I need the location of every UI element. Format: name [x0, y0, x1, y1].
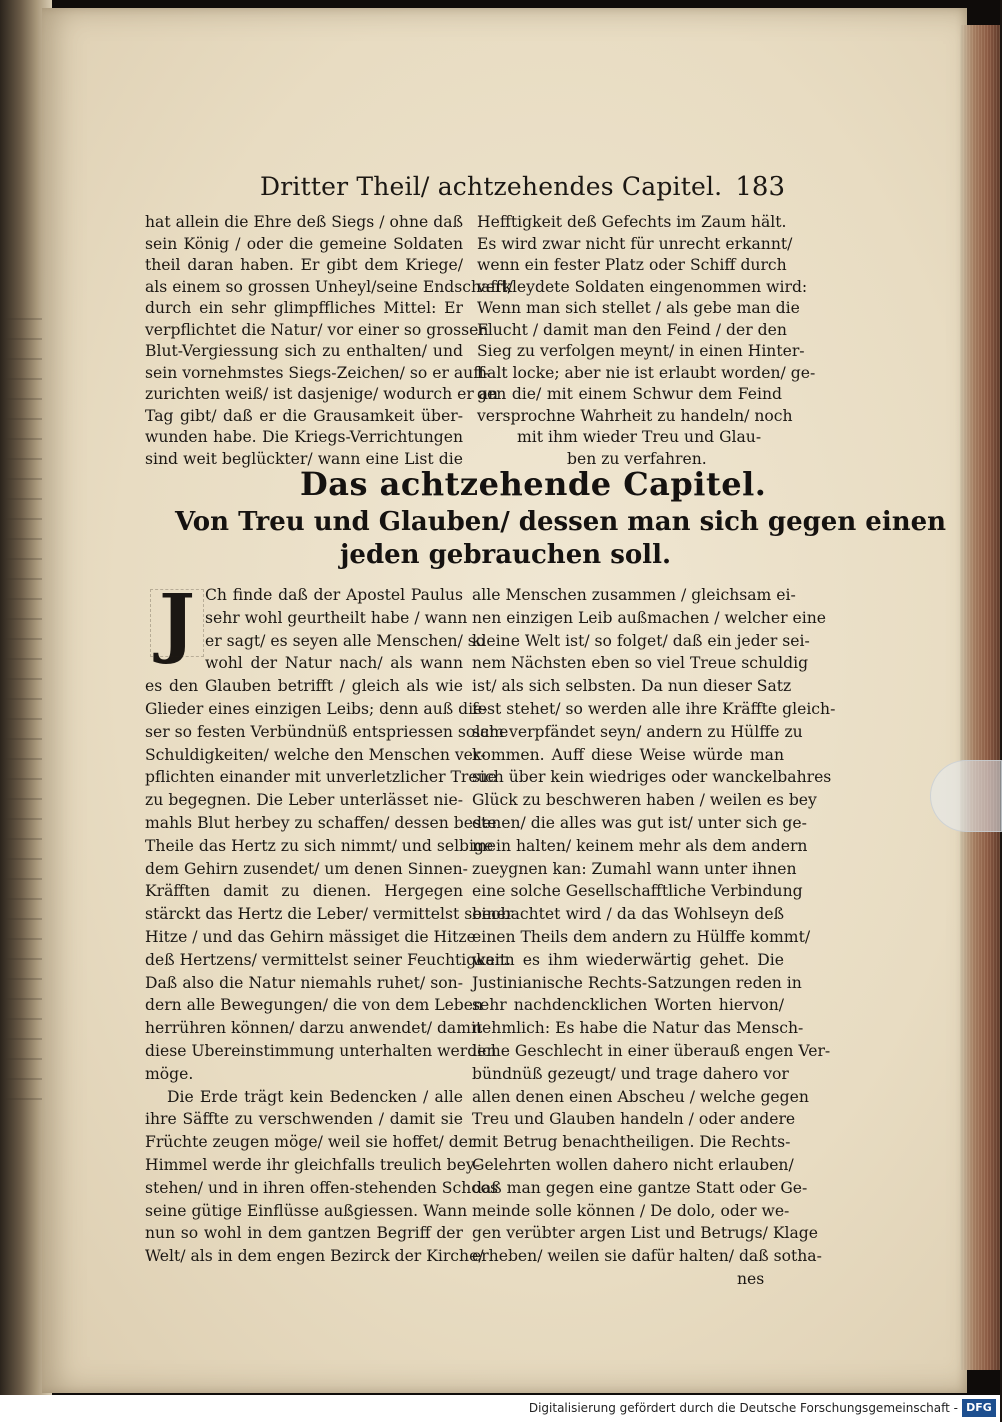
text-line: Tag gibt/ daß er die Grausamkeit über-: [145, 406, 463, 425]
text-line: liche Geschlecht in einer überauß engen Ver-: [472, 1042, 831, 1060]
text-line: verpflichtet die Natur/ vor einer so grossen: [145, 320, 489, 339]
text-line: es den Glauben betrifft / gleich als wie: [145, 677, 463, 696]
text-line: sich über kein wiedriges oder wanckelbahres: [472, 768, 832, 787]
text-line: Die Erde trägt kein Bedencken / alle: [167, 1087, 463, 1106]
text-line: kommen. Auff diese Weise würde man: [472, 745, 784, 764]
book-fore-edge: [960, 25, 1000, 1370]
text-line: nes: [737, 1270, 765, 1288]
running-title: Dritter Theil/ achtzehendes Capitel.: [260, 172, 723, 201]
text-line: stehen/ und in ihren offen-stehenden Schoos: [145, 1178, 499, 1197]
text-line: seine gütige Einflüsse außgiessen. Wann: [145, 1201, 468, 1220]
text-line: halt locke; aber nie ist erlaubt worden/ ge-: [477, 363, 816, 382]
text-line: eine solche Gesellschafftliche Verbindung: [472, 882, 803, 901]
text-line: durch ein sehr glimpffliches Mittel: Er: [145, 299, 463, 317]
text-line: nen einzigen Leib außmachen / welcher eine: [472, 608, 826, 627]
text-line: kleine Welt ist/ so folget/ daß ein jeder sei-: [472, 631, 810, 650]
running-header: [215, 172, 785, 212]
text-line: herrühren können/ darzu anwendet/ damit: [145, 1019, 483, 1038]
text-line: nun so wohl in dem gantzen Begriff der: [145, 1224, 463, 1243]
text-line: wann es ihm wiederwärtig gehet. Die: [472, 950, 784, 969]
text-line: beobachtet wird / da das Wohlseyn deß: [472, 905, 784, 924]
text-line: bündnüß gezeugt/ und trage dahero vor: [472, 1064, 789, 1083]
text-line: Gelehrten wollen dahero nicht erlauben/: [472, 1156, 794, 1174]
text-line: Himmel werde ihr gleichfalls treulich bey-: [145, 1156, 480, 1174]
text-line: einen Theils dem andern zu Hülffe kommt/: [472, 928, 811, 946]
text-line: meinde solle können / De dolo, oder we-: [472, 1201, 790, 1220]
text-line: sind weit beglückter/ wann eine List die: [145, 449, 463, 468]
text-line: Justinianische Rechts-Satzungen reden in: [472, 973, 802, 992]
text-line: ser so festen Verbündnüß entspriessen solche: [145, 722, 509, 741]
text-line: stärckt das Hertz die Leber/ vermittelst seiner: [145, 905, 514, 924]
text-line: sein vornehmstes Siegs-Zeichen/ so er auff-: [145, 363, 490, 382]
text-line: Treu und Glauben handeln / oder andere: [472, 1110, 796, 1129]
text-line: Blut-Vergiessung sich zu enthalten/ und: [145, 342, 463, 360]
text-line: hat allein die Ehre deß Siegs / ohne daß: [145, 213, 463, 231]
text-line: wenn ein fester Platz oder Schiff durch: [477, 256, 787, 274]
text-line: mein halten/ keinem mehr als dem andern: [472, 836, 808, 855]
text-line: zurichten weiß/ ist dasjenige/ wodurch er an: [145, 385, 499, 403]
text-line: mit ihm wieder Treu und Glau-: [517, 428, 762, 446]
text-line: Hitze / und das Gehirn mässiget die Hitze: [145, 928, 476, 946]
text-line: ist/ als sich selbsten. Da nun dieser Satz: [472, 677, 792, 696]
chapter-subtitle-line-2: jeden gebrauchen soll.: [340, 540, 671, 570]
text-line: nehmlich: Es habe die Natur das Mensch-: [472, 1019, 804, 1038]
chapter-subtitle-line-1: Von Treu und Glauben/ dessen man sich gegen einen: [175, 507, 947, 537]
text-line: deß Hertzens/ vermittelst seiner Feuchtigkeit.: [145, 950, 512, 969]
text-line: sein König / oder die gemeine Soldaten: [145, 234, 463, 253]
text-line: wunden habe. Die Kriegs-Verrichtungen: [145, 428, 463, 446]
page-number: 183: [735, 172, 785, 202]
text-line: nem Nächsten eben so viel Treue schuldig: [472, 654, 809, 673]
text-line: Kräfften damit zu dienen. Hergegen: [145, 882, 463, 901]
page-clip: [930, 760, 1002, 832]
top-right-column: [477, 211, 816, 481]
text-line: dern alle Bewegungen/ die von dem Leben: [145, 996, 484, 1015]
bottom-right-column: [472, 584, 836, 1304]
text-line: ihre Säffte zu verschwenden / damit sie: [145, 1110, 463, 1129]
text-line: Welt/ als in dem engen Bezirck der Kirche/: [145, 1247, 484, 1266]
text-line: mahls Blut herbey zu schaffen/ dessen beste: [145, 814, 497, 832]
text-line: Wenn man sich stellet / als gebe man die: [477, 299, 800, 317]
text-line: Hefftigkeit deß Gefechts im Zaum hält.: [477, 213, 787, 231]
text-line: wohl der Natur nach/ als wann: [205, 654, 463, 673]
text-line: Theile das Hertz zu sich nimmt/ und selbige: [145, 836, 494, 855]
dfg-logo: DFG: [962, 1399, 996, 1417]
text-line: Glieder eines einzigen Leibs; denn auß die-: [145, 700, 488, 718]
text-line: denen/ die alles was gut ist/ unter sich ge-: [472, 814, 807, 832]
text-line: sehr nachdencklichen Worten hiervon/: [472, 996, 784, 1015]
text-line: sam verpfändet seyn/ andern zu Hülffe zu: [472, 722, 803, 741]
text-line: möge.: [145, 1064, 194, 1083]
text-line: alle Menschen zusammen / gleichsam ei-: [472, 586, 796, 604]
text-line: Früchte zeugen möge/ weil sie hoffet/ der: [145, 1133, 476, 1152]
text-line: Sieg zu verfolgen meynt/ in einen Hinter-: [477, 342, 805, 360]
text-line: als einem so grossen Unheyl/seine Endschafft/: [145, 277, 513, 296]
text-line: ben zu verfahren.: [567, 449, 707, 468]
text-line: mit Betrug benachtheiligen. Die Rechts-: [472, 1133, 791, 1152]
text-line: erheben/ weilen sie dafür halten/ daß sotha-: [472, 1247, 822, 1266]
text-line: versprochne Wahrheit zu handeln/ noch: [477, 406, 793, 425]
text-line: Es wird zwar nicht für unrecht erkannt/: [477, 234, 793, 253]
text-line: Daß also die Natur niemahls ruhet/ son-: [145, 973, 463, 992]
text-line: Flucht / damit man den Feind / der den: [477, 320, 787, 339]
text-line: zu begegnen. Die Leber unterlässet nie-: [145, 791, 463, 810]
text-line: er sagt/ es seyen alle Menschen/ so: [205, 631, 486, 650]
bottom-left-column: [145, 584, 514, 1284]
digitization-credit: Digitalisierung gefördert durch die Deutsche Forschungsgemeinschaft -: [528, 1401, 958, 1415]
text-line: zueygnen kan: Zumahl wann unter ihnen: [472, 859, 797, 878]
text-line: allen denen einen Abscheu / welche gegen: [472, 1087, 809, 1106]
chapter-title: Das achtzehende Capitel.: [300, 465, 767, 503]
text-line: gen die/ mit einem Schwur dem Feind: [477, 385, 782, 403]
text-line: Glück zu beschweren haben / weilen es bey: [472, 791, 817, 810]
text-line: pflichten einander mit unverletzlicher Treue: [145, 768, 497, 787]
text-line: gen verübter argen List und Betrugs/ Klage: [472, 1224, 818, 1243]
text-line: verkleydete Soldaten eingenommen wird:: [477, 277, 808, 296]
text-line: theil daran haben. Er gibt dem Kriege/: [145, 256, 463, 274]
text-line: Ch finde daß der Apostel Paulus: [205, 586, 463, 604]
top-left-column: [145, 211, 513, 481]
text-line: dem Gehirn zusendet/ um denen Sinnen-: [145, 859, 468, 878]
text-line: fest stehet/ so werden alle ihre Kräffte gleich-: [472, 700, 836, 718]
text-line: daß man gegen eine gantze Statt oder Ge-: [472, 1178, 808, 1197]
text-line: diese Ubereinstimmung unterhalten werden: [145, 1042, 497, 1060]
text-line: sehr wohl geurtheilt habe / wann: [205, 608, 468, 627]
text-line: Schuldigkeiten/ welche den Menschen ver-: [145, 745, 486, 764]
decorated-initial: J: [148, 583, 206, 661]
